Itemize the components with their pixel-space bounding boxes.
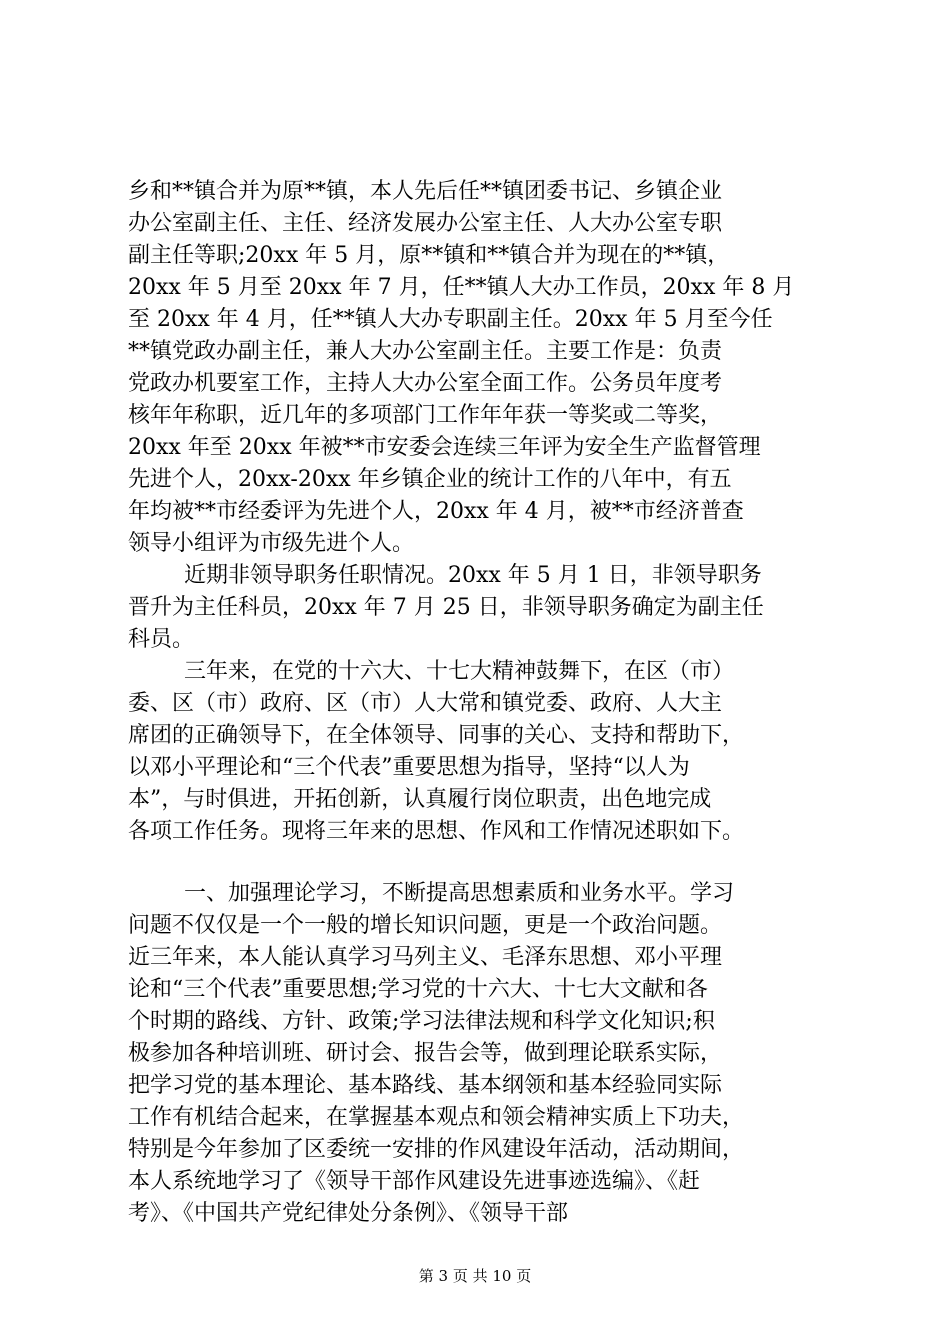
text-line: 办公室副主任、主任、经济发展办公室主任、人大办公室专职 [128,211,723,236]
text-line: 近期非领导职务任职情况。20xx 年 5 月 1 日，非领导职务 [184,563,762,588]
text-line: 席团的正确领导下，在全体领导、同事的关心、支持和帮助下， [128,723,745,748]
text-line: 20xx 年 5 月至 20xx 年 7 月，任**镇人大办工作员，20xx 年 8 月 [128,275,795,300]
body-text [128,176,848,1230]
page-footer: 第 3 页 共 10 页 [418,1267,532,1285]
text-line: 考》、《中国共产党纪律处分条例》、《领导干部 [128,1201,569,1226]
text-line: 近三年来，本人能认真学习马列主义、毛泽东思想、邓小平理 [128,945,723,970]
text-line: 科员。 [128,627,195,652]
text-line: 工作有机结合起来，在掌握基本观点和领会精神实质上下功夫， [128,1105,745,1130]
text-line: 领导小组评为市级先进个人。 [128,531,415,556]
text-line: 20xx 年至 20xx 年被**市安委会连续三年评为安全生产监督管理 [128,435,761,460]
text-line: 晋升为主任科员，20xx 年 7 月 25 日，非领导职务确定为副主任 [128,595,764,620]
text-line: 论和“三个代表”重要思想;学习党的十六大、十七大文献和各 [128,977,708,1002]
text-line: 个时期的路线、方针、政策;学习法律法规和科学文化知识;积 [128,1009,715,1034]
text-line: 本人系统地学习了《领导干部作风建设先进事迹选编》、《赶 [128,1169,701,1194]
text-line: 本”，与时俱进，开拓创新，认真履行岗位职责，出色地完成 [128,787,712,812]
text-line: 三年来，在党的十六大、十七大精神鼓舞下，在区（市） [184,659,735,684]
text-line: 特别是今年参加了区委统一安排的作风建设年活动，活动期间， [128,1137,745,1162]
text-line: 至 20xx 年 4 月，任**镇人大办专职副主任。20xx 年 5 月至今任 [128,307,773,332]
text-line: 副主任等职;20xx 年 5 月，原**镇和**镇合并为现在的**镇， [128,243,730,268]
text-line: 把学习党的基本理论、基本路线、基本纲领和基本经验同实际 [128,1073,723,1098]
blank-line [128,848,848,878]
text-line: 极参加各种培训班、研讨会、报告会等，做到理论联系实际， [128,1041,723,1066]
text-line: **镇党政办副主任，兼人大办公室副主任。主要工作是：负责 [128,339,723,364]
text-line: 乡和**镇合并为原**镇，本人先后任**镇团委书记、乡镇企业 [128,179,723,204]
text-line: 一、加强理论学习，不断提高思想素质和业务水平。学习 [184,881,735,906]
text-line: 年均被**市经委评为先进个人，20xx 年 4 月，被**市经济普查 [128,499,744,524]
text-line: 各项工作任务。现将三年来的思想、作风和工作情况述职如下。 [128,819,745,844]
text-line: 党政办机要室工作，主持人大办公室全面工作。公务员年度考 [128,371,723,396]
text-line: 先进个人，20xx-20xx 年乡镇企业的统计工作的八年中，有五 [128,467,732,492]
text-line: 核年年称职，近几年的多项部门工作年年获一等奖或二等奖， [128,403,723,428]
text-line: 委、区（市）政府、区（市）人大常和镇党委、政府、人大主 [128,691,723,716]
text-line: 以邓小平理论和“三个代表”重要思想为指导，坚持“以人为 [128,755,690,780]
text-line: 问题不仅仅是一个一般的增长知识问题，更是一个政治问题。 [128,913,723,938]
